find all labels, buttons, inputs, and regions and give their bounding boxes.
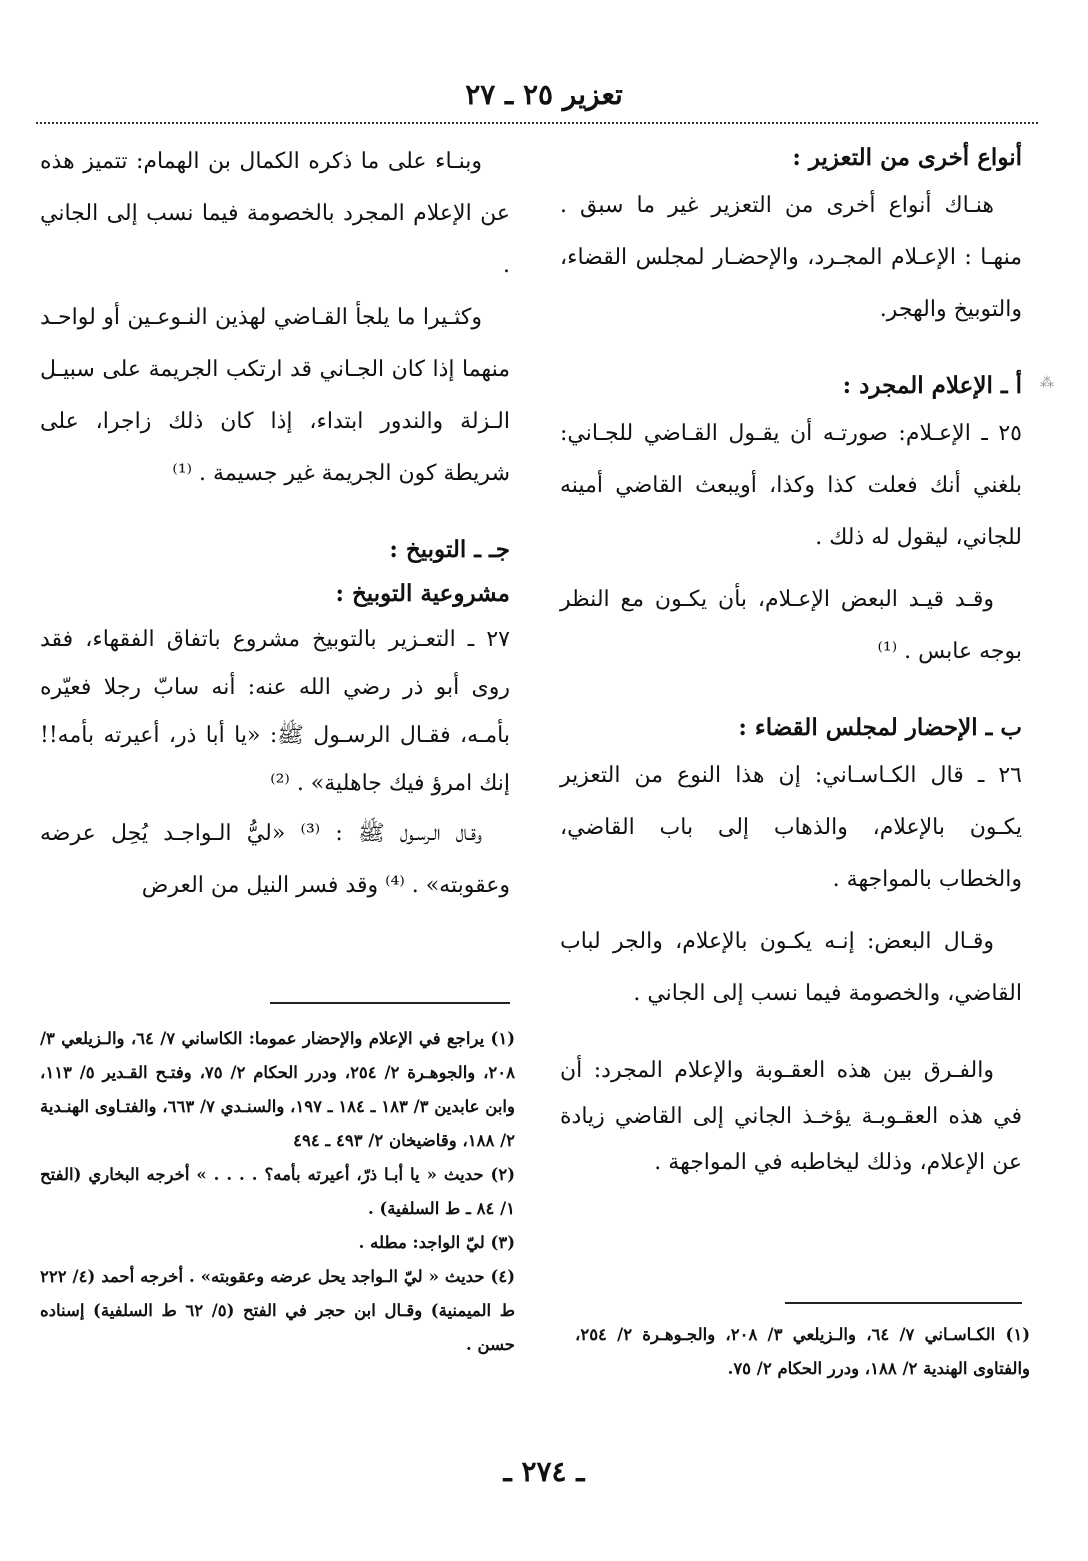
paragraph-restriction: وقـد قيـد البعض الإعـلام، بأن يكـون مع النظر بوجه عابس . ⁽¹⁾ bbox=[560, 587, 1022, 664]
right-column bbox=[560, 136, 1022, 1186]
header-dotted-rule bbox=[36, 122, 1038, 124]
footnote-left-1: (١) يراجع في الإعلام والإحضار عموما: الكاساني ٧/ ٦٤، والـزيلعي ٣/ ٢٠٨، والجوهـرة ٢/ ٢٥٤، ودرر الحكام ٢/ ٧٥، وفتـح القـدير ٥/ ١١٣، وابن عابدين ٣/ ١٨٣ ـ ١٨٤ ـ ١٩٧، والسنـدي ٧/ ٦٦٣، والفتـاوى الهنـدية ٢/ ١٨٨، وقاضيخان ٢/ ٤٩٣ ـ ٤٩٤ bbox=[40, 1029, 515, 1150]
heading-legitimacy: مشروعية التوبيخ : bbox=[335, 580, 510, 607]
paragraph-often: وكثـيرا ما يلجأ القـاضي لهذين النـوعـين أو لواحـد منهما إذا كان الجـاني قد ارتكب الجريمة على سبيـل الـزلة والندور ابتداء، إذا كان ذلك زاجرا، على شريطة كون الجريمة غير جسيمة . ⁽¹⁾ bbox=[40, 305, 510, 486]
left-column bbox=[40, 136, 510, 912]
footnote-right-1: (١) الكـاسـاني ٧/ ٦٤، والـزيلعي ٣/ ٢٠٨، والجـوهـرة ٢/ ٢٥٤، والفتاوى الهندية ٢/ ١٨٨، ودرر الحكام ٢/ ٧٥. bbox=[575, 1325, 1030, 1378]
paragraph-difference: والفـرق بين هذه العقـوبة والإعلام المجرد: أن في هذه العقـوبـة يؤخـذ الجاني إلى القاضي زيادة عن الإعلام، وذلك ليخاطبه في المواجهة . bbox=[560, 1058, 1022, 1175]
margin-smudge-icon: ⁂ bbox=[1040, 375, 1054, 391]
paragraph-building: وبنـاء على ما ذكره الكمال بن الهمام: تتميز هذه عن الإعلام المجرد بالخصومة فيما نسب إلى الجاني . bbox=[40, 149, 510, 278]
heading-rebuke: جـ ـ التوبيخ : bbox=[389, 536, 510, 563]
paragraph-some-said: وقـال البعض: إنـه يكـون بالإعلام، والجر لباب القاضي، والخصومة فيما نسب إلى الجاني . bbox=[560, 929, 1022, 1006]
paragraph-27: ٢٧ ـ التعـزير بالتوبيخ مشروع باتفاق الفقهاء، فقد روى أبو ذر رضي الله عنه: أنه سابّ رجلا فعيّره بأمـه، فقـال الرسـول ﷺ: «يا أبا ذر، أعيرته بأمه!! إنك امرؤ فيك جاهلية» . ⁽²⁾ bbox=[40, 627, 510, 796]
page-number: ـ ٢٧٤ ـ bbox=[503, 1455, 585, 1488]
heading-other-types: أنواع أخرى من التعزير : bbox=[792, 144, 1022, 171]
left-footnotes bbox=[40, 1022, 515, 1362]
paragraph-26: ٢٦ ـ قال الكـاسـاني: إن هذا النوع من التعزير يكـون بالإعلام، والذهاب إلى باب القاضي، والخطاب بالمواجهة . bbox=[560, 763, 1022, 892]
right-footnote-separator bbox=[785, 1302, 1022, 1304]
heading-mere-notification: أ ـ الإعلام المجرد : bbox=[842, 372, 1022, 399]
left-footnote-separator bbox=[270, 1002, 510, 1004]
running-header: تعزير ٢٥ ـ ٢٧ bbox=[465, 78, 623, 111]
paragraph-other-types: هنـاك أنواع أخرى من التعزير غير ما سبق . منهـا : الإعـلام المجـرد، والإحضـار لمجلس القضاء، والتوبيخ والهجر. bbox=[560, 193, 1022, 322]
footnote-left-2: (٢) حديث « يا أبـا ذرّ، أعيرته بأمه؟ . . . . » أخرجه البخاري (الفتح ١/ ٨٤ ـ ط السلفية) . bbox=[40, 1165, 515, 1218]
footnote-left-3: (٣) ليّ الواجد: مطله . bbox=[358, 1233, 515, 1252]
paragraph-prophet-said: وقـال الـرسـول ﷺ : ⁽³⁾ «ليُّ الـواجـد يُحِل عرضه وعقوبته» . ⁽⁴⁾ وقد فسر النيل من العرض bbox=[40, 821, 510, 898]
right-footnotes bbox=[575, 1318, 1030, 1386]
paragraph-25: ٢٥ ـ الإعـلام: صورتـه أن يقـول القـاضي للجـاني: بلغني أنك فعلت كذا وكذا، أويبعث القاضي أمينه للجاني، ليقول له ذلك . bbox=[560, 421, 1022, 550]
footnote-left-4: (٤) حديث « ليّ الـواجد يحل عرضه وعقوبته» . أخرجه أحمد (٤/ ٢٢٢ ط الميمنية) وقـال ابن حجر في الفتح (٥/ ٦٢ ط السلفية) إسناده حسن . bbox=[40, 1267, 515, 1354]
heading-summoning-court: ب ـ الإحضار لمجلس القضاء : bbox=[738, 714, 1022, 741]
